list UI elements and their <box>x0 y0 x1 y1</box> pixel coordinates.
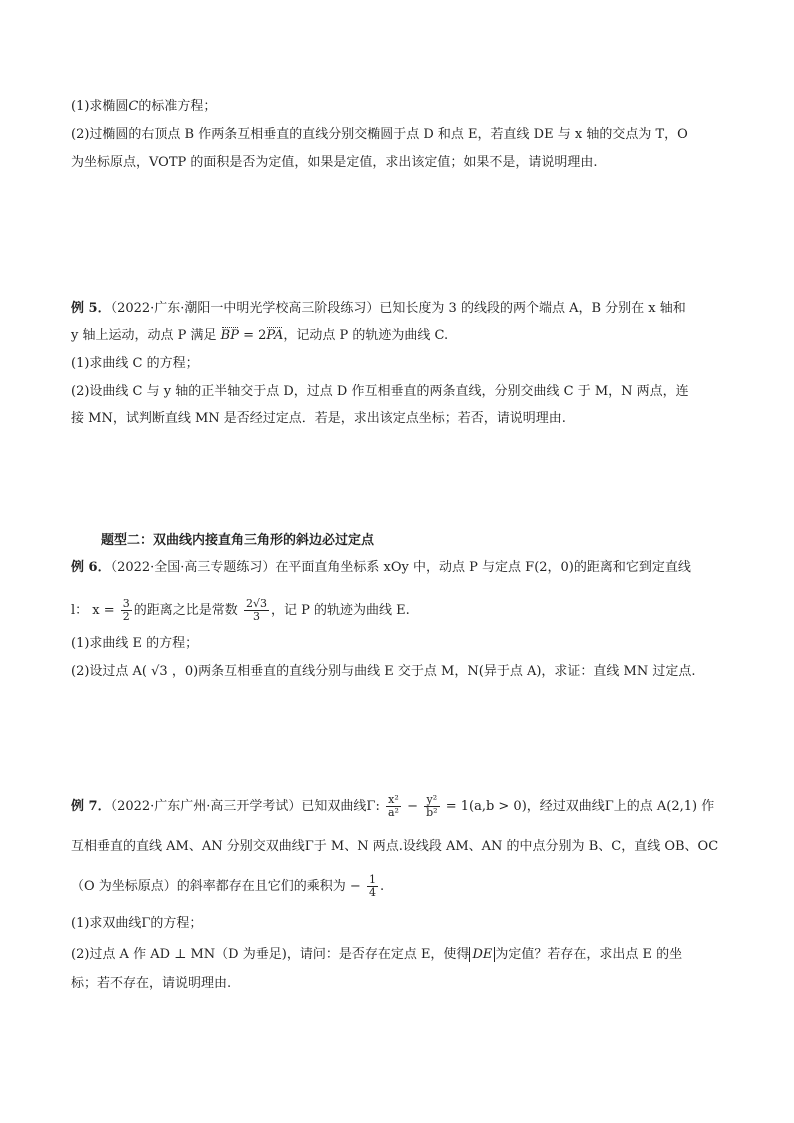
question-1: (1)求椭圆C的标准方程； <box>71 99 217 114</box>
fraction-one-quarter: $\frac{1}{4}$ <box>368 873 376 899</box>
example-6-line-2: l： x = $\frac{3}{2}$ 的距离之比是常数 $\frac{2√3}{3}$ ，记 P 的轨迹为曲线 E. <box>71 597 410 623</box>
example-6-question-2: (2)设过点 A( √3 ，0)两条互相垂直的直线分别与曲线 E 交于点 M，N(异于点 A)，求证：直线 MN 过定点. <box>71 664 696 679</box>
example-7-question-1: (1)求双曲线Γ的方程； <box>71 916 203 931</box>
example-5-question-2-line-1: (2)设曲线 C 与 y 轴的正半轴交于点 D，过点 D 作互相垂直的两条直线，分别交曲线 C 于 M，N 两点，连 <box>71 384 689 399</box>
example-5-label: 例 5． <box>71 301 111 316</box>
example-6-line-1: 例 6．（2022·全国·高三专题练习）在平面直角坐标系 xOy 中，动点 P 与定点 F(2，0)的距离和它到定直线 <box>71 560 691 575</box>
example-7-question-2-line-2: 标；若不存在，请说明理由. <box>71 976 232 991</box>
example-5-line-2: y 轴上运动，动点 P 满足 BP = 2PA，记动点 P 的轨迹为曲线 C. <box>71 326 722 346</box>
example-5-line-1: 例 5．（2022·广东·潮阳一中明光学校高三阶段练习）已知长度为 3 的线段的两个端点 A，B 分别在 x 轴和 <box>71 301 686 316</box>
example-7-question-2-line-1: (2)过点 A 作 AD ⊥ MN（D 为垂足)，请问：是否存在定点 E，使得 DE 为定值？若存在，求出点 E 的坐 <box>71 947 683 962</box>
example-5-question-2-line-2: 接 MN，试判断直线 MN 是否经过定点．若是，求出该定点坐标；若否，请说明理由. <box>71 411 566 426</box>
example-7-line-3: （O 为坐标原点）的斜率都存在且它们的乘积为 − $\frac{1}{4}$ . <box>71 873 385 899</box>
example-7-line-1: 例 7．（2022·广东广州·高三开学考试）已知双曲线Γ: $\frac{\text{x²}}{\text{a²}}$ − $\frac{\text{y²}}{\text{b²}}$ = 1(a,b > 0)，经过双曲线Γ上的点 A(2,1) 作 <box>71 793 715 819</box>
fraction-y-squared: $\frac{\text{y²}}{\text{b²}}$ <box>426 793 438 819</box>
question-2-line-1: (2)过椭圆的右顶点 B 作两条互相垂直的直线分别交椭圆于点 D 和点 E，若直线 DE 与 x 轴的交点为 T，O <box>71 127 688 142</box>
vector-pa: PA <box>266 326 283 346</box>
example-7-label: 例 7． <box>71 799 111 814</box>
fraction-eccentricity: $\frac{2√3}{3}$ <box>245 597 267 623</box>
vector-bp: BP <box>221 326 239 346</box>
fraction-x-squared: $\frac{\text{x²}}{\text{a²}}$ <box>387 793 399 819</box>
section-title: 题型二：双曲线内接直角三角形的斜边必过定点 <box>101 533 375 548</box>
question-2-line-2: 为坐标原点，VOTP 的面积是否为定值，如果是定值，求出该定值；如果不是，请说明理由. <box>71 155 598 170</box>
fraction-three-halves: $\frac{3}{2}$ <box>122 597 130 623</box>
example-5-question-1: (1)求曲线 C 的方程； <box>71 356 199 371</box>
example-6-question-1: (1)求曲线 E 的方程； <box>71 636 199 651</box>
example-7-line-2: 互相垂直的直线 AM、AN 分别交双曲线Γ于 M、N 两点.设线段 AM、AN 的中点分别为 B、C，直线 OB、OC <box>71 839 719 854</box>
example-6-label: 例 6． <box>71 560 111 575</box>
absolute-value-de: DE <box>469 947 495 962</box>
